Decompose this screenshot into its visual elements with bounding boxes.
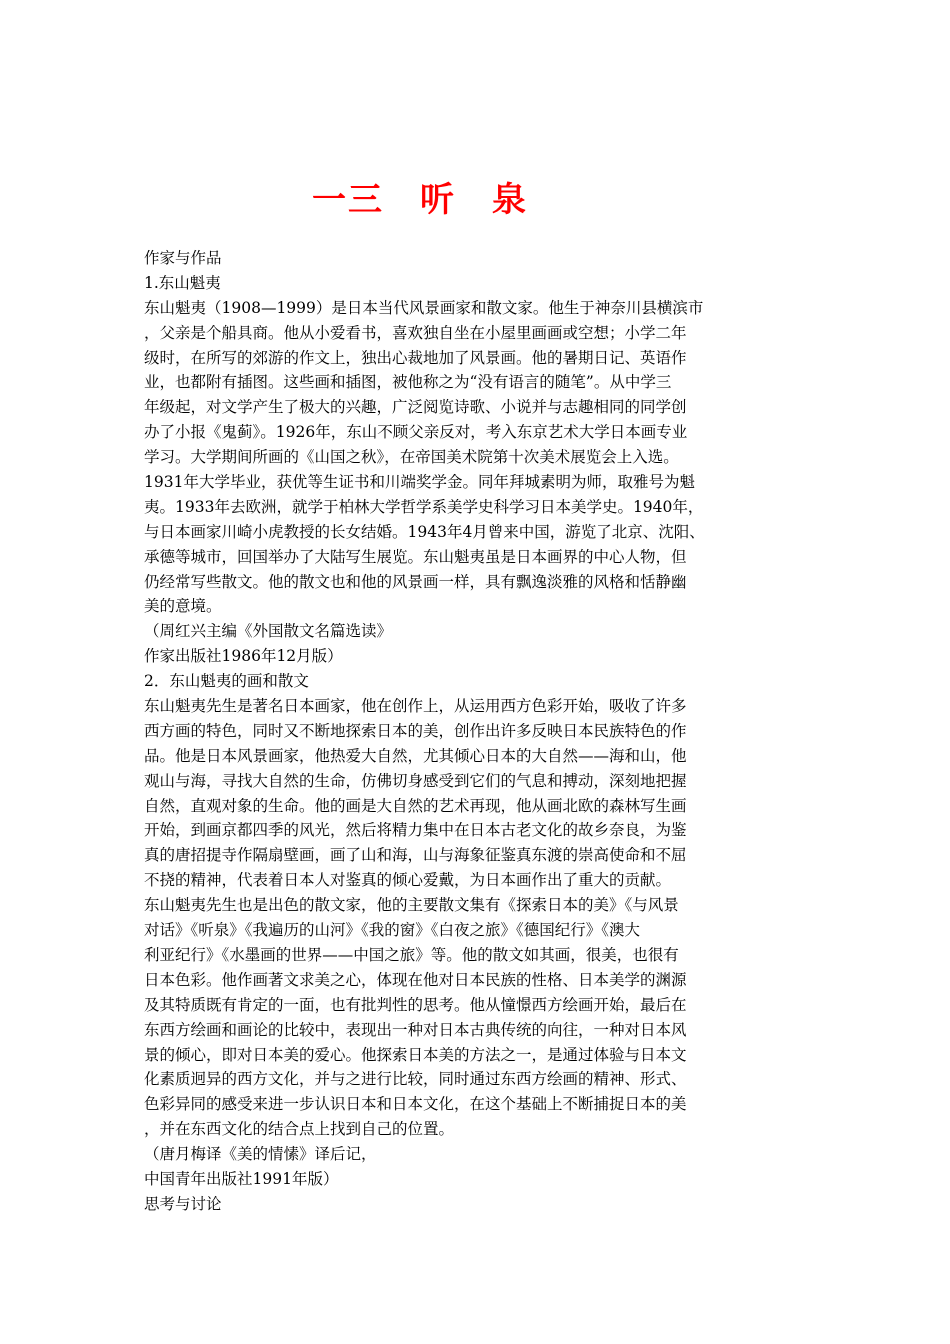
text-line: 日本色彩。他作画著文求美之心，体现在他对日本民族的性格、日本美学的渊源 xyxy=(144,970,687,989)
text-line: 开始，到画京都四季的风光，然后将精力集中在日本古老文化的故乡奈良，为鉴 xyxy=(144,821,687,840)
text-line: 思考与讨论 xyxy=(144,1194,222,1213)
text-line: 1.东山魁夷 xyxy=(144,273,221,292)
text-line: 年级起，对文学产生了极大的兴趣，广泛阅览诗歌、小说并与志趣相同的同学创 xyxy=(144,398,687,417)
text-line: 及其特质既有肯定的一面，也有批判性的思考。他从憧憬西方绘画开始，最后在 xyxy=(144,995,687,1014)
text-line: 东山魁夷先生也是出色的散文家，他的主要散文集有《探索日本的美》《与风景 xyxy=(144,896,679,915)
text-line: 真的唐招提寺作隔扇壁画，画了山和海，山与海象征鉴真东渡的崇高使命和不屈 xyxy=(144,846,687,865)
page-title: 一三 听 泉 xyxy=(312,180,528,220)
text-line: 美的意境。 xyxy=(144,597,222,616)
text-line: 学习。大学期间所画的《山国之秋》，在帝国美术院第十次美术展览会上入选。 xyxy=(144,448,679,467)
text-line: 东山魁夷（1908—1999）是日本当代风景画家和散文家。他生于神奈川县横滨市 xyxy=(144,298,704,317)
text-line: 利亚纪行》《水墨画的世界——中国之旅》等。他的散文如其画，很美，也很有 xyxy=(144,945,679,964)
text-line: 作家出版社1986年12月版） xyxy=(144,647,343,666)
text-line: 作家与作品 xyxy=(144,249,222,267)
text-line: 2．东山魁夷的画和散文 xyxy=(144,672,309,691)
text-line: ，并在东西文化的结合点上找到自己的位置。 xyxy=(144,1120,455,1139)
text-line: 中国青年出版社1991年版） xyxy=(144,1169,339,1188)
text-line: （唐月梅译《美的情愫》译后记， xyxy=(144,1145,377,1164)
text-line: 业，也都附有插图。这些画和插图，被他称之为“没有语言的随笔”。从中学三 xyxy=(144,373,672,392)
text-line: 不挠的精神，代表着日本人对鉴真的倾心爱戴，为日本画作出了重大的贡献。 xyxy=(144,871,672,890)
text-line: 色彩异同的感受来进一步认识日本和日本文化，在这个基础上不断捕捉日本的美 xyxy=(144,1095,687,1114)
text-line: 东山魁夷先生是著名日本画家，他在创作上，从运用西方色彩开始，吸收了许多 xyxy=(144,697,687,716)
body-text xyxy=(144,246,744,1217)
text-line: 办了小报《鬼蓟》。1926年，东山不顾父亲反对，考入东京艺术大学日本画专业 xyxy=(144,423,688,442)
text-line: 1931年大学毕业，获优等生证书和川端奖学金。同年拜城素明为师，取雅号为魁 xyxy=(144,473,695,492)
text-line: 承德等城市，回国举办了大陆写生展览。东山魁夷虽是日本画界的中心人物，但 xyxy=(144,547,687,566)
text-line: 夷。1933年去欧洲，就学于柏林大学哲学系美学史科学习日本美学史。1940年， xyxy=(144,497,704,516)
text-line: 自然，直观对象的生命。他的画是大自然的艺术再现，他从画北欧的森林写生画 xyxy=(144,796,687,815)
text-line: 仍经常写些散文。他的散文也和他的风景画一样，具有飘逸淡雅的风格和恬静幽 xyxy=(144,572,687,591)
text-line: 级时，在所写的郊游的作文上，独出心裁地加了风景画。他的暑期日记、英语作 xyxy=(144,348,687,367)
text-line: 与日本画家川崎小虎教授的长女结婚。1943年4月曾来中国，游览了北京、沈阳、 xyxy=(144,522,705,541)
text-line: 对话》《听泉》《我遍历的山河》《我的窗》《白夜之旅》《德国纪行》《澳大 xyxy=(144,921,641,940)
text-line: 观山与海，寻找大自然的生命，仿佛切身感受到它们的气息和搏动，深刻地把握 xyxy=(144,771,687,790)
text-line: 东西方绘画和画论的比较中，表现出一种对日本古典传统的向往，一种对日本风 xyxy=(144,1020,687,1039)
text-line: 化素质迥异的西方文化，并与之进行比较，同时通过东西方绘画的精神、形式、 xyxy=(144,1070,687,1089)
text-line: ，父亲是个船具商。他从小爱看书，喜欢独自坐在小屋里画画或空想；小学二年 xyxy=(144,323,687,342)
text-line: 品。他是日本风景画家，他热爱大自然，尤其倾心日本的大自然——海和山，他 xyxy=(144,746,687,765)
text-line: 西方画的特色，同时又不断地探索日本的美，创作出许多反映日本民族特色的作 xyxy=(144,721,687,740)
text-line: 景的倾心，即对日本美的爱心。他探索日本美的方法之一，是通过体验与日本文 xyxy=(144,1045,687,1064)
text-line: （周红兴主编《外国散文名篇选读》 xyxy=(144,622,393,641)
